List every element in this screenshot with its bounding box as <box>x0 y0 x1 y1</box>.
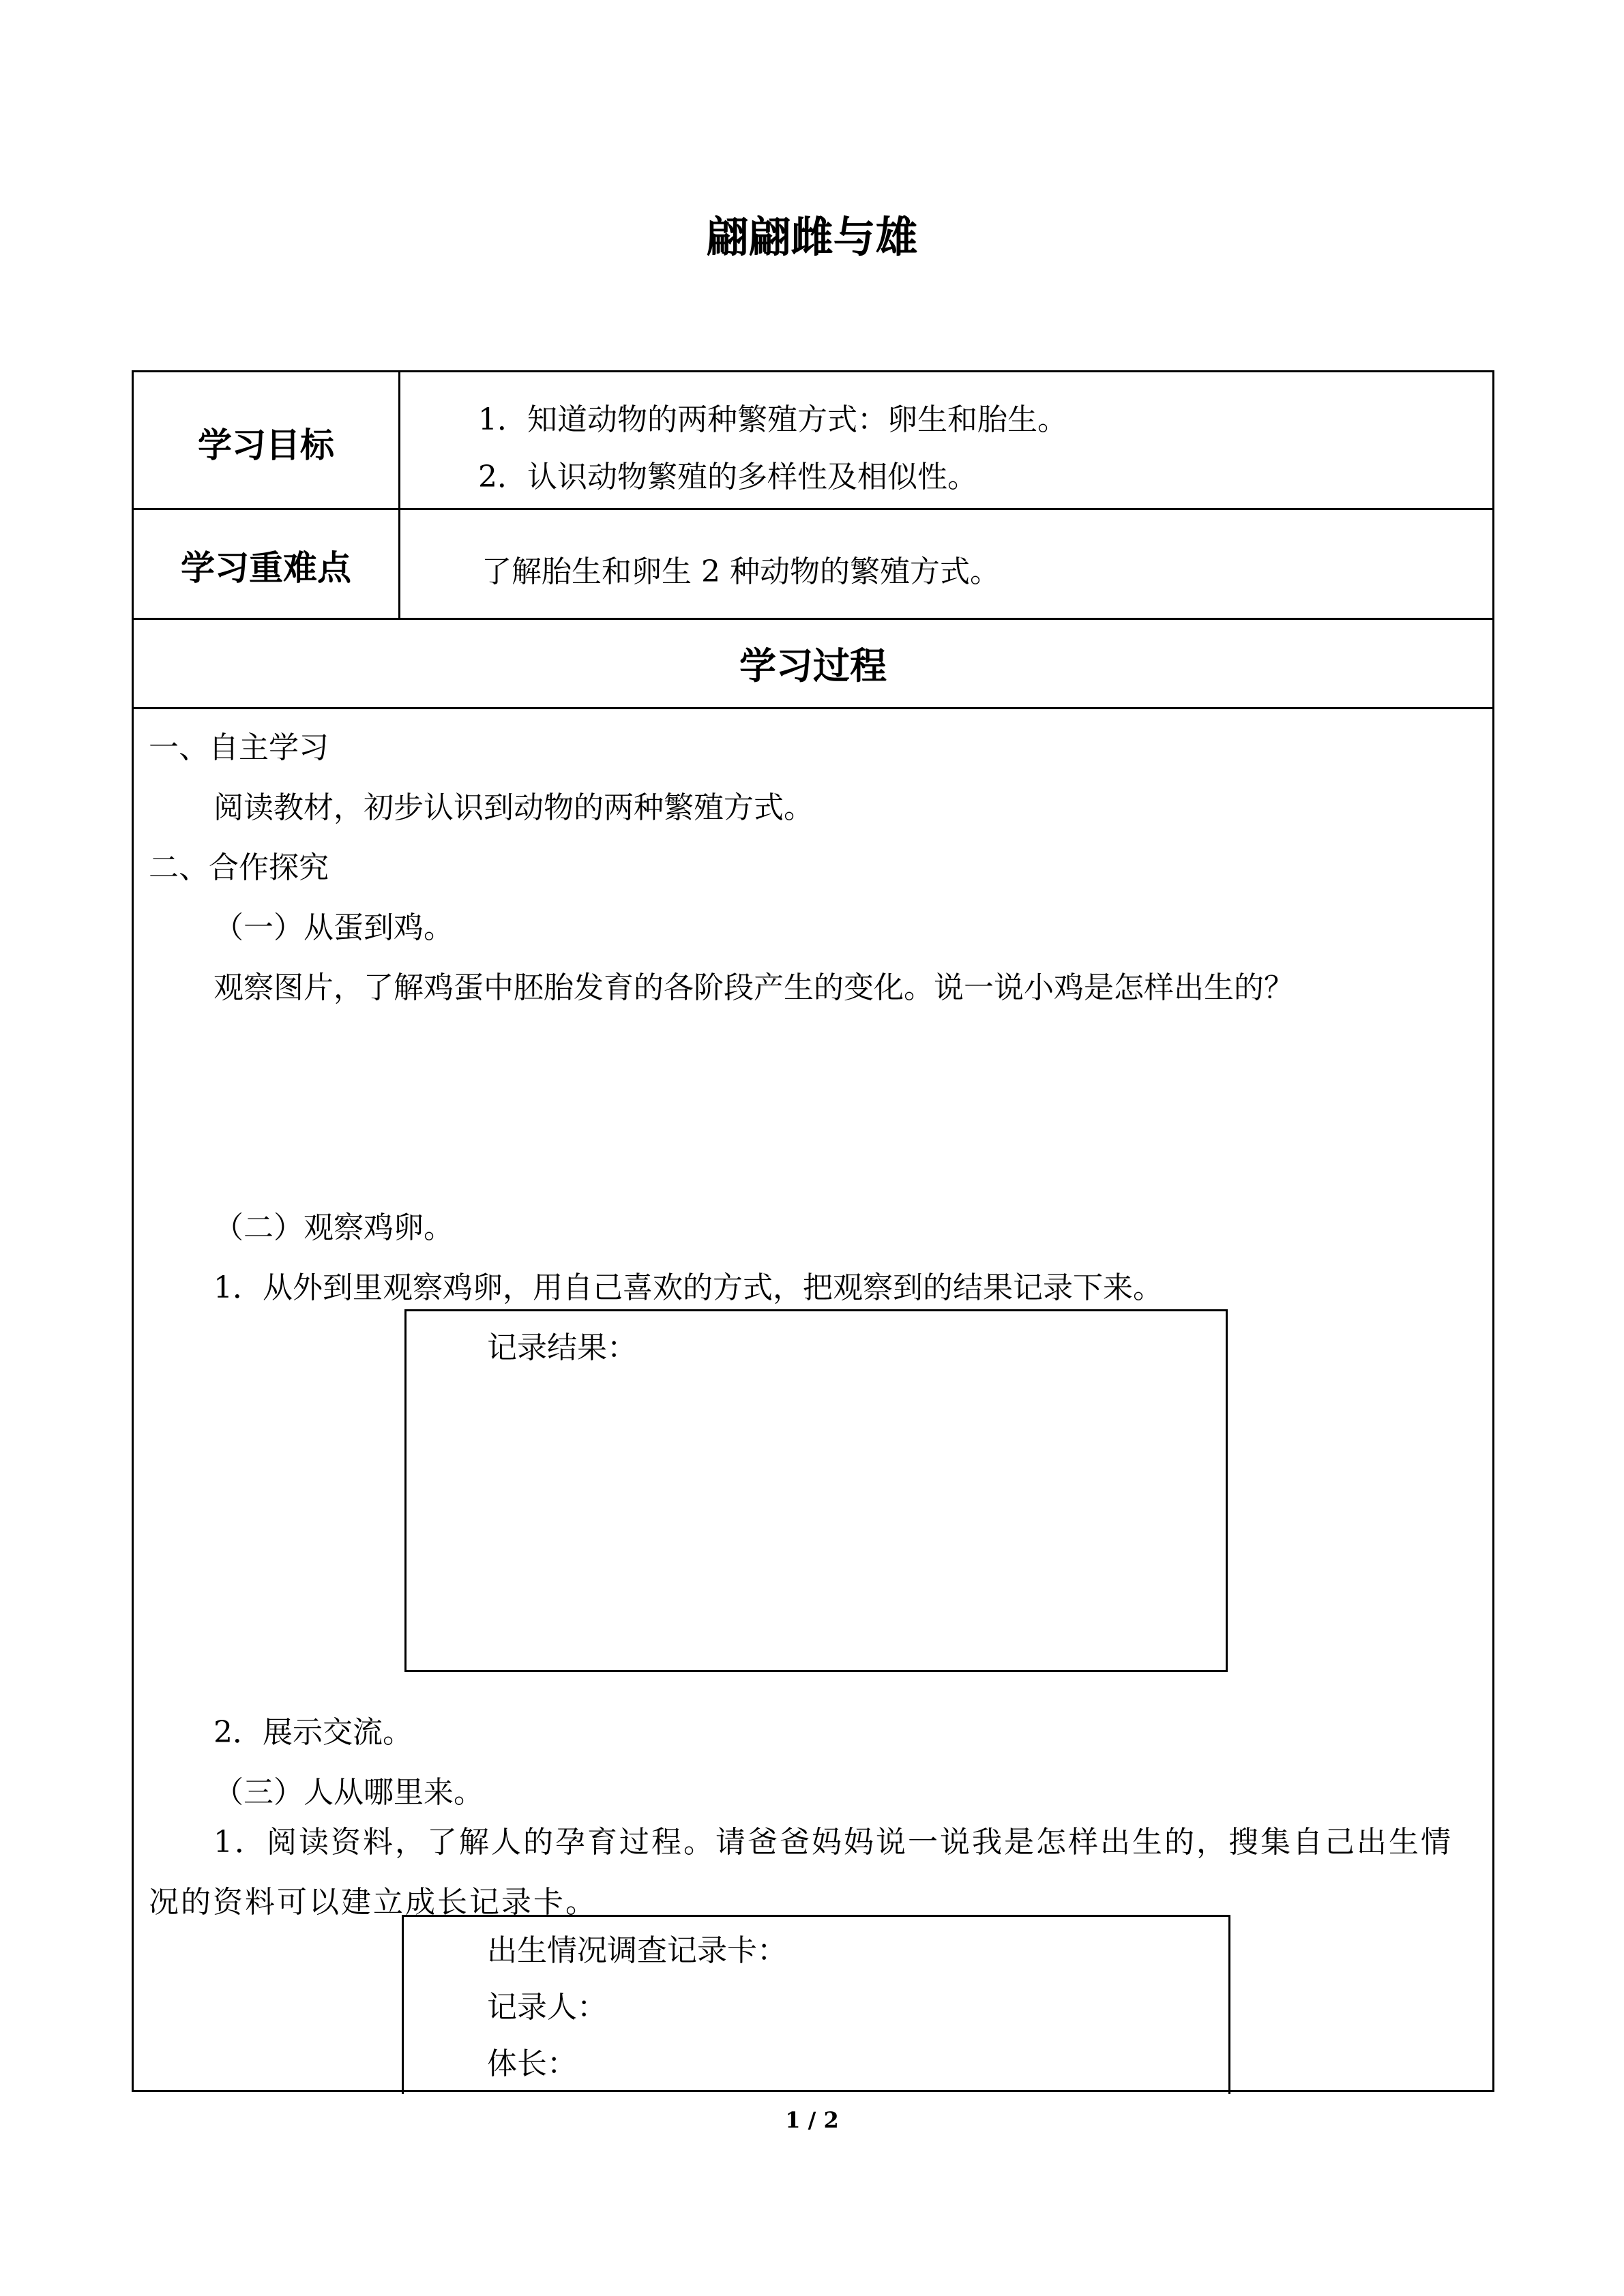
part-1-heading: （一）从蛋到鸡。 <box>213 910 454 945</box>
part-2-item-2: 2．展示交流。 <box>213 1715 413 1750</box>
key-points-text: 了解胎生和卵生 2 种动物的繁殖方式。 <box>482 554 1000 589</box>
key-points-label: 学习重难点 <box>181 548 351 588</box>
row-divider-goals <box>134 508 1492 510</box>
row-divider-process-header <box>134 707 1492 709</box>
row-divider-keypoints <box>134 618 1492 620</box>
page-number: 1 / 2 <box>785 2107 839 2133</box>
part-2-item-1: 1．从外到里观察鸡卵，用自己喜欢的方式，把观察到的结果记录下来。 <box>213 1270 1163 1305</box>
section-2-heading: 二、合作探究 <box>149 850 329 885</box>
birth-card-title: 出生情况调查记录卡： <box>487 1933 787 1968</box>
page-title: 翩翩雌与雄 <box>706 212 918 262</box>
birth-card-recorder: 记录人： <box>487 1990 607 2025</box>
observation-record-box[interactable] <box>404 1309 1228 1672</box>
label-column-divider <box>398 372 400 620</box>
part-3-heading: （三）人从哪里来。 <box>213 1775 484 1810</box>
birth-card-length: 体长： <box>487 2046 577 2081</box>
section-1-heading: 一、自主学习 <box>149 730 329 765</box>
worksheet-table <box>132 370 1494 2092</box>
goal-item-2: 2．认识动物繁殖的多样性及相似性。 <box>478 460 977 494</box>
goals-label: 学习目标 <box>198 426 334 465</box>
part-3-item-1: 1．阅读资料，了解人的孕育过程。请爸爸妈妈说一说我是怎样出生的，搜集自己出生情况的资料可以建立成长记录卡。 <box>149 1825 1453 1920</box>
record-box-label: 记录结果： <box>487 1330 637 1365</box>
process-heading: 学习过程 <box>739 644 887 687</box>
birth-record-card[interactable] <box>402 1915 1230 2094</box>
goal-item-1: 1．知道动物的两种繁殖方式：卵生和胎生。 <box>478 402 1067 437</box>
part-2-heading: （二）观察鸡卵。 <box>213 1210 454 1245</box>
part-1-text: 观察图片，了解鸡蛋中胚胎发育的各阶段产生的变化。说一说小鸡是怎样出生的？ <box>213 970 1294 1005</box>
section-1-text: 阅读教材，初步认识到动物的两种繁殖方式。 <box>213 790 814 825</box>
